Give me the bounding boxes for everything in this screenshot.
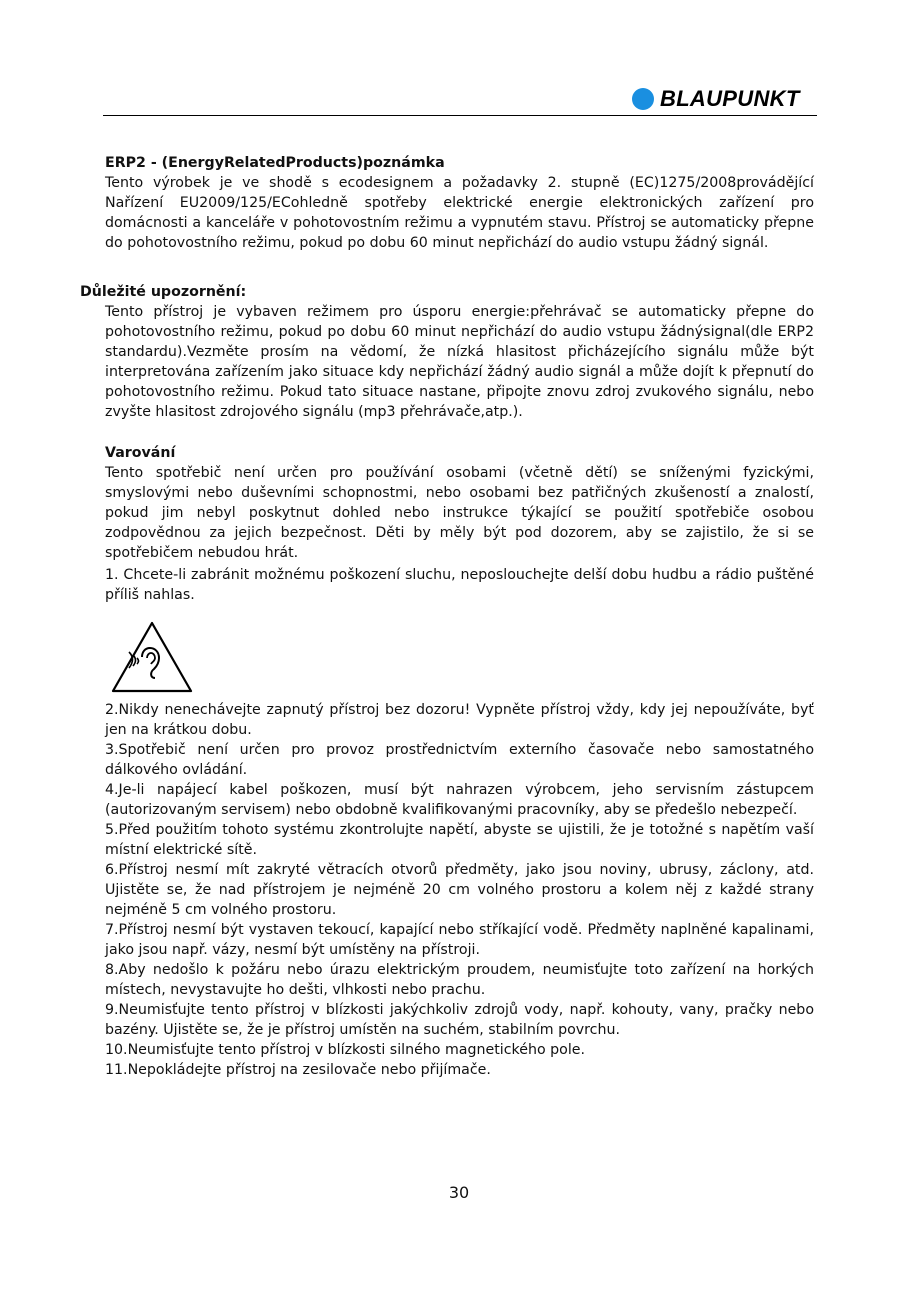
list-item: 11.Nepokládejte přístroj na zesilovače nebo přijímače. [105,1062,491,1078]
warning-title: Varování [105,445,176,461]
warning-text: Tento spotřebič není určen pro používání osobami (včetně dětí) se sníženými fyzickými, smyslovými nebo duševními schopnostmi, nebo osobami bez patřičných zkušeností a znalostí, pokud jim nebyl poskytnut dohled nebo instrukce týkající se použití spotřebiče osobou zodpovědnou za jejich bezpečnost. Děti by měly být pod dozorem, aby se zajistilo, že si se spotřebičem nebudou hrát. [105,465,814,561]
important-title: Důležité upozornění: [80,284,247,300]
main-content [80,153,814,605]
brand-logo [632,86,800,112]
list-item: 2.Nikdy nenechávejte zapnutý přístroj bez dozoru! Vypněte přístroj vždy, kdy jej nepoužíváte, byť jen na krátkou dobu. [105,702,814,738]
header-divider [103,115,817,116]
page-number: 30 [448,1183,470,1202]
important-section [80,282,814,422]
list-item: 10.Neumisťujte tento přístroj v blízkosti silného magnetického pole. [105,1042,586,1058]
erp-text: Tento výrobek je ve shodě s ecodesignem a požadavky 2. stupně (EC)1275/2008provádějící Nařízení EU2009/125/ECohledně spotřeby elektrické energie elektronických zařízení pro domácnosti a kanceláře v pohotovostním režimu a vypnutém stavu. Přístroj se automaticky přepne do pohotovostního režimu, pokud po dobu 60 minut nepřichází do audio vstupu žádný signál. [105,175,814,251]
list-item: 5.Před použitím tohoto systému zkontrolujte napětí, abyste se ujistili, že je totožné s napětím vaší místní elektrické sítě. [105,822,814,858]
safety-list [105,700,814,1080]
list-item: 4.Je-li napájecí kabel poškozen, musí být nahrazen výrobcem, jeho servisním zástupcem (autorizovaným servisem) nebo obdobně kvalifikovanými pracovníky, aby se předešlo nebezpečí. [105,782,814,818]
brand-dot-icon [632,88,654,110]
brand-name: BLAUPUNKT [660,86,800,111]
list-item: 8.Aby nedošlo k požáru nebo úrazu elektrickým proudem, neumisťujte toto zařízení na horkých místech, nevystavujte ho dešti, vlhkosti nebo prachu. [105,962,814,998]
list-item: 7.Přístroj nesmí být vystaven tekoucí, kapající nebo stříkající vodě. Předměty naplněné kapalinami, jako jsou např. vázy, nesmí být umístěny na přístroji. [105,922,814,958]
warning-section [80,443,814,605]
list-item: 9.Neumisťujte tento přístroj v blízkosti jakýchkoliv zdrojů vody, např. kohouty, vany, pračky nebo bazény. Ujistěte se, že je přístroj umístěn na suchém, stabilním povrchu. [105,1002,814,1038]
list-item: 3.Spotřebič není určen pro provoz prostřednictvím externího časovače nebo samostatného dálkového ovládání. [105,742,814,778]
erp-section [80,153,814,253]
important-text: Tento přístroj je vybaven režimem pro úsporu energie:přehrávač se automaticky přepne do pohotovostního režimu, pokud po dobu 60 minut nepřichází do audio vstupu žádnýsignal(dle ERP2 standardu).Vezměte prosím na vědomí, že nízká hlasitost přicházejícího signálu může být interpretována zařízením jako situace kdy nepřichází žádný audio signál a může dojít k přepnutí do pohotovostního režimu. Pokud tato situace nastane, připojte znovu zdroj zvukového signálu, nebo zvyšte hlasitost zdrojového signálu (mp3 přehrávače,atp.). [105,304,814,420]
erp-title: ERP2 - (EnergyRelatedProducts)poznámka [105,155,445,171]
hearing-warning-icon [110,620,194,694]
list-item: 6.Přístroj nesmí mít zakryté větracích otvorů předměty, jako jsou noviny, ubrusy, záclony, atd. Ujistěte se, že nad přístrojem je nejméně 20 cm volného prostoru a kolem něj z každé strany nejméně 5 cm volného prostoru. [105,862,814,918]
warning-item-1: 1. Chcete-li zabránit možnému poškození sluchu, neposlouchejte delší dobu hudbu a rádio puštěné příliš nahlas. [105,567,814,603]
